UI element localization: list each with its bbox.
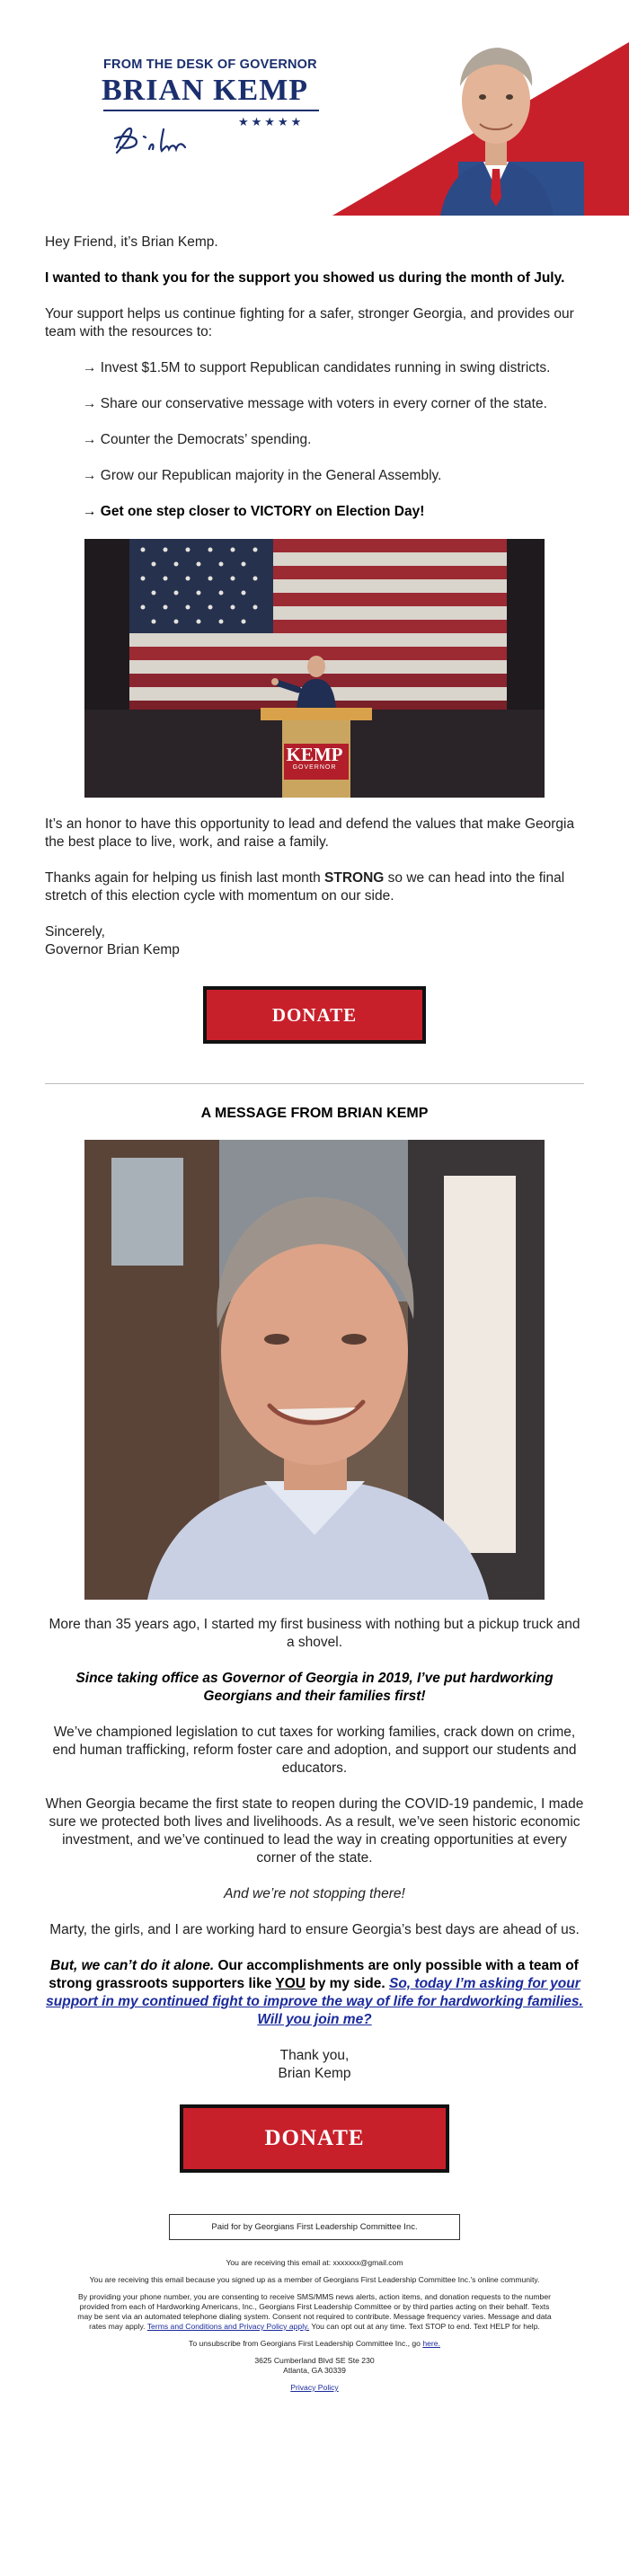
honor-paragraph: It’s an honor to have this opportunity to lead and defend the values that make Georgia the best place to live, work, and raise a family. — [45, 816, 575, 850]
email-body — [45, 27, 584, 2393]
message-p4: When Georgia became the first state to reopen during the COVID-19 pandemic, I made sure we protected both lives and livelihoods. As a result, we’ve seen historic economic investment, and we’ve continued to lead the way in creating opportunities at every corner of the state. — [45, 1796, 584, 1866]
unsubscribe-text: To unsubscribe from Georgians First Leadership Committee Inc., go — [189, 2339, 423, 2348]
message-p3: We’ve championed legislation to cut taxes for working families, crack down on crime, end human trafficking, reform foster care and adoption, and support our students and educators. — [52, 1725, 577, 1776]
governor-photo — [84, 1140, 545, 1600]
message-p2: Since taking office as Governor of Georgia in 2019, I’ve put hardworking Georgians and their families first! — [75, 1671, 554, 1704]
podium-label: KEMP — [286, 744, 343, 765]
cant-do-alone: But, we can’t do it alone. — [50, 1958, 215, 1973]
intro-section — [45, 216, 584, 521]
address-line-2: Atlanta, GA 30339 — [283, 2366, 346, 2375]
terms-link[interactable]: Terms and Conditions and Privacy Policy apply. — [146, 2322, 310, 2331]
message-p5: And we’re not stopping there! — [224, 1886, 405, 1901]
list-item: → Grow our Republican majority in the General Assembly. — [83, 468, 442, 483]
sincerely: Sincerely, — [45, 924, 105, 940]
message-p1: More than 35 years ago, I started my first business with nothing but a pickup truck and a shovel. — [49, 1617, 580, 1650]
join-me-link[interactable]: So, today I’m asking for your support in my continued fight to improve the way of life for hardworking families. Will you join me? — [46, 1976, 583, 2027]
list-item: → Get one step closer to VICTORY on Election Day! — [83, 504, 425, 519]
signature-image — [110, 117, 217, 162]
address — [45, 2356, 584, 2376]
sms-notice-text: By providing your phone number, you are consenting to receive SMS/MMS news alerts, action items, and donation requests to the number provided from each of Hardworking Americans, Inc., Georgians First Leadership Committee or by third parties acting on their behalf. Texts may be sent via an automated telephone dialing system. Consent not required to contribute. Message frequency varies. Message and data rates may apply. — [77, 2292, 552, 2331]
message-body — [45, 1616, 584, 2083]
message-p7 — [45, 1957, 584, 2029]
closing-section — [45, 798, 584, 959]
support-intro: Your support helps us continue fighting for a safer, stronger Georgia, and provides our team with the resources to: — [45, 306, 574, 340]
p7-side: by my side. — [305, 1976, 389, 1991]
thanks-again-paragraph — [45, 869, 584, 905]
message-heading: A MESSAGE FROM BRIAN KEMP — [200, 1106, 429, 1121]
p7-mid: Our accomplishments are only possible with a team of strong grassroots supporters like — [49, 1958, 579, 1991]
message-thank-you — [45, 2047, 584, 2083]
strong-emphasis: STRONG — [324, 870, 385, 886]
email-notice: You are receiving this email at: xxxxxxx@gmail.com — [226, 2258, 403, 2267]
thanks-line: I wanted to thank you for the support you showed us during the month of July. — [45, 270, 565, 286]
greeting: Hey Friend, it’s Brian Kemp. — [45, 234, 218, 250]
signoff: Governor Brian Kemp — [45, 942, 180, 957]
donate-button[interactable]: DONATE — [203, 986, 426, 1044]
unsubscribe-link[interactable]: here. — [422, 2339, 440, 2348]
from-desk-label: FROM THE DESK OF GOVERNOR — [103, 57, 317, 72]
privacy-policy-link[interactable]: Privacy Policy — [290, 2383, 339, 2392]
address-line-1: 3625 Cumberland Blvd SE Ste 230 — [254, 2356, 375, 2365]
header-divider — [103, 110, 319, 111]
podium-text-overlay — [84, 742, 545, 798]
thank-you-name: Brian Kemp — [278, 2066, 351, 2081]
thank-you-label: Thank you, — [279, 2048, 350, 2063]
header-banner — [45, 27, 584, 216]
unsubscribe-line — [45, 2339, 584, 2349]
sms-notice — [45, 2292, 584, 2332]
sms-notice-end: You can opt out at any time. Text STOP to end. Text HELP for help. — [311, 2322, 540, 2331]
you-emphasis: YOU — [275, 1976, 306, 1991]
thanks-again-post: so we can head into the final stretch of this election cycle with momentum on our side. — [45, 870, 565, 904]
member-notice: You are receiving this email because you signed up as a member of Georgians First Leadership Committee Inc.'s online community. — [89, 2275, 540, 2284]
privacy-line — [45, 2383, 584, 2393]
governor-name: BRIAN KEMP — [102, 74, 309, 107]
message-p6: Marty, the girls, and I are working hard to ensure Georgia’s best days are ahead of us. — [49, 1922, 580, 1937]
podium-sublabel: GOVERNOR — [292, 764, 337, 771]
section-divider — [45, 1083, 584, 1084]
governor-portrait — [404, 27, 589, 216]
goals-list — [45, 359, 584, 521]
footer — [45, 2258, 584, 2393]
paid-for-box: Paid for by Georgians First Leadership Committee Inc. — [169, 2214, 460, 2240]
stars-row: ★★★★★ — [238, 115, 305, 128]
thanks-again-pre: Thanks again for helping us finish last month — [45, 870, 325, 886]
list-item: → Invest $1.5M to support Republican candidates running in swing districts. — [83, 360, 551, 375]
donate-button-2[interactable]: DONATE — [180, 2104, 449, 2173]
list-item: → Share our conservative message with voters in every corner of the state. — [83, 396, 547, 411]
list-item: → Counter the Democrats’ spending. — [83, 432, 312, 447]
